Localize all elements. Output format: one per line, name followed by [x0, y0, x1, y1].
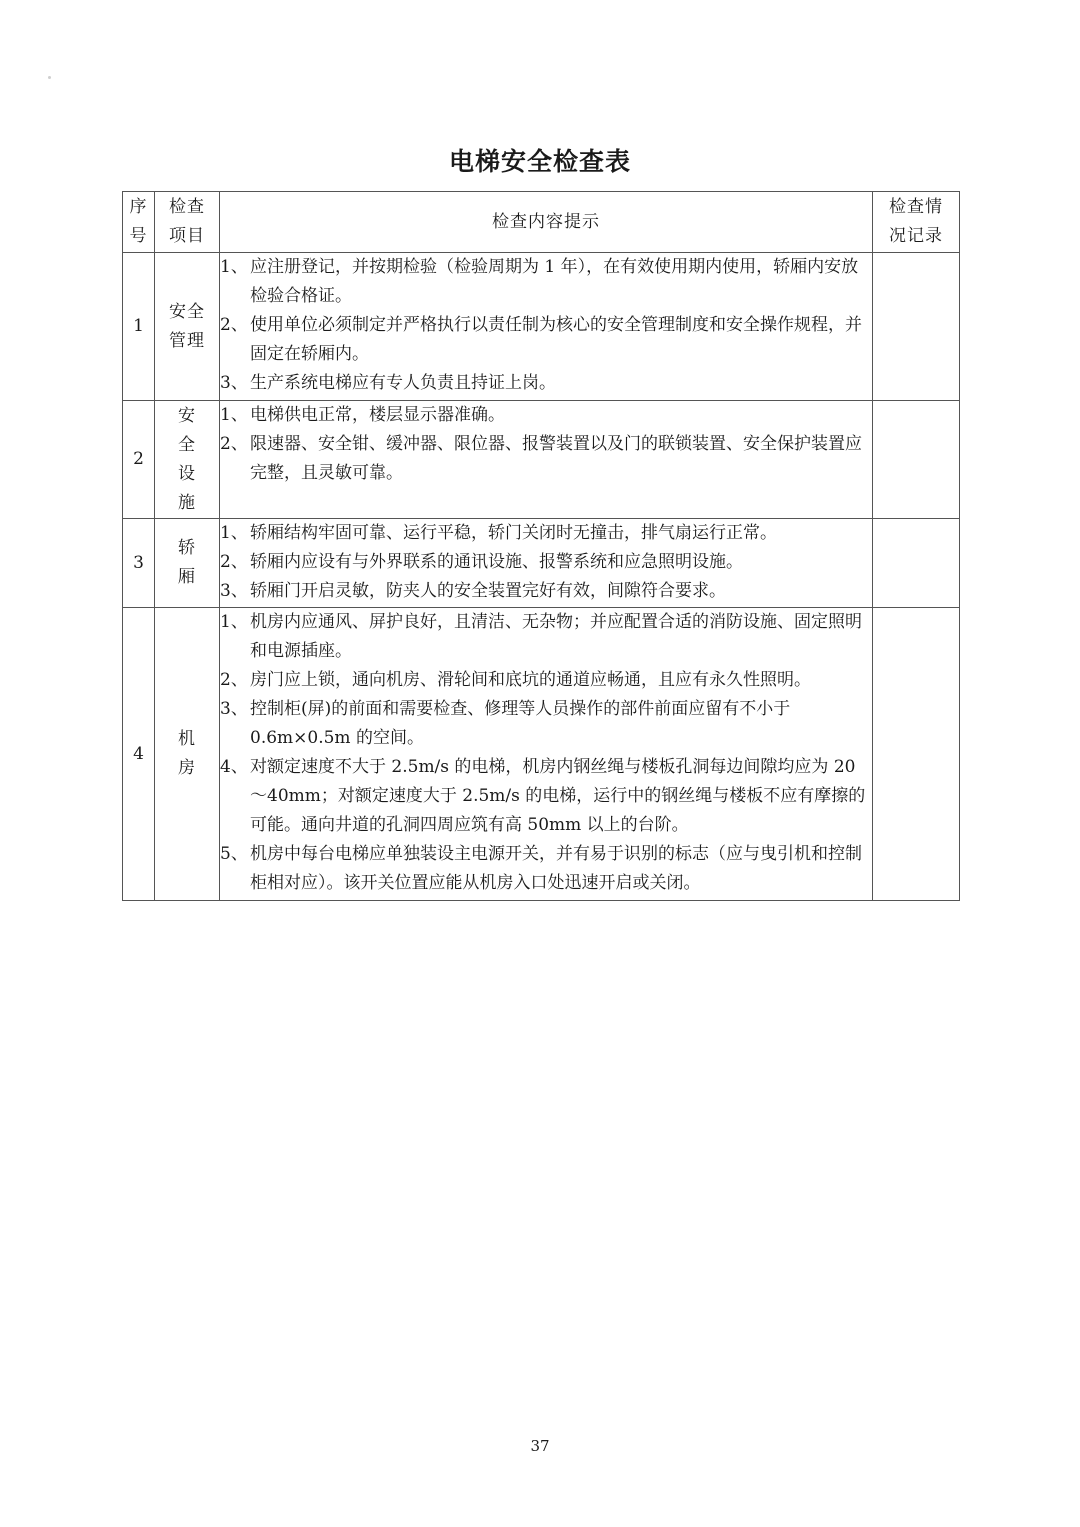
- list-item: 2、 限速器、安全钳、缓冲器、限位器、报警装置以及门的联锁装置、安全保护装置应完整，且灵敏可靠。: [220, 434, 862, 483]
- row-seq: 1: [123, 253, 155, 401]
- record-cell[interactable]: [873, 519, 960, 608]
- header-seq: 序号: [123, 192, 155, 253]
- list-item: 3、 轿厢门开启灵敏，防夹人的安全装置完好有效，间隙符合要求。: [220, 581, 726, 601]
- list-item: 1、 机房内应通风、屏护良好，且清洁、无杂物；并应配置合适的消防设施、固定照明和电源插座。: [220, 612, 862, 661]
- record-cell[interactable]: [873, 253, 960, 401]
- row-category: 轿厢: [155, 519, 220, 608]
- row-category: 机房: [155, 608, 220, 901]
- list-item: 2、 使用单位必须制定并严格执行以责任制为核心的安全管理制度和安全操作规程，并固定在轿厢内。: [220, 315, 862, 364]
- list-item: 1、 电梯供电正常，楼层显示器准确。: [220, 405, 505, 425]
- row-content: [220, 401, 873, 519]
- table-row: [123, 519, 960, 608]
- list-item: 3、 控制柜(屏)的前面和需要检查、修理等人员操作的部件前面应留有不小于 0.6m×0.5m 的空间。: [220, 699, 791, 748]
- header-record: 检查情况记录: [873, 192, 960, 253]
- page-title: 电梯安全检查表: [448, 147, 631, 176]
- corner-mark: [48, 76, 51, 79]
- row-category: 安全设施: [155, 401, 220, 519]
- list-item: 4、 对额定速度不大于 2.5m/s 的电梯，机房内钢丝绳与楼板孔洞每边间隙均应为 20～40mm；对额定速度大于 2.5m/s 的电梯，运行中的钢丝绳与楼板不应有摩擦的可能。通向井道的孔洞四周应筑有高 50mm 以上的台阶。: [220, 757, 866, 835]
- row-content: [220, 519, 873, 608]
- header-content: 检查内容提示: [220, 192, 873, 253]
- row-content: [220, 608, 873, 901]
- list-item: 1、 应注册登记，并按期检验（检验周期为 1 年），在有效使用期内使用，轿厢内安放检验合格证。: [220, 257, 859, 306]
- page-number: 37: [530, 1437, 550, 1455]
- list-item: 3、 生产系统电梯应有专人负责且持证上岗。: [220, 373, 556, 393]
- record-cell[interactable]: [873, 401, 960, 519]
- table-row: [123, 608, 960, 901]
- row-seq: 2: [123, 401, 155, 519]
- inspection-table: [122, 191, 960, 901]
- list-item: 2、 房门应上锁，通向机房、滑轮间和底坑的通道应畅通，且应有永久性照明。: [220, 670, 811, 690]
- row-category: 安全管理: [155, 253, 220, 401]
- row-content: [220, 253, 873, 401]
- table-row: [123, 401, 960, 519]
- row-seq: 4: [123, 608, 155, 901]
- header-category: 检查项目: [155, 192, 220, 253]
- table-row: [123, 253, 960, 401]
- record-cell[interactable]: [873, 608, 960, 901]
- table-header-row: [123, 192, 960, 253]
- list-item: 1、 轿厢结构牢固可靠、运行平稳，轿门关闭时无撞击，排气扇运行正常。: [220, 523, 777, 543]
- list-item: 2、 轿厢内应设有与外界联系的通讯设施、报警系统和应急照明设施。: [220, 552, 743, 572]
- row-seq: 3: [123, 519, 155, 608]
- list-item: 5、 机房中每台电梯应单独装设主电源开关，并有易于识别的标志（应与曳引机和控制柜相对应）。该开关位置应能从机房入口处迅速开启或关闭。: [220, 844, 862, 893]
